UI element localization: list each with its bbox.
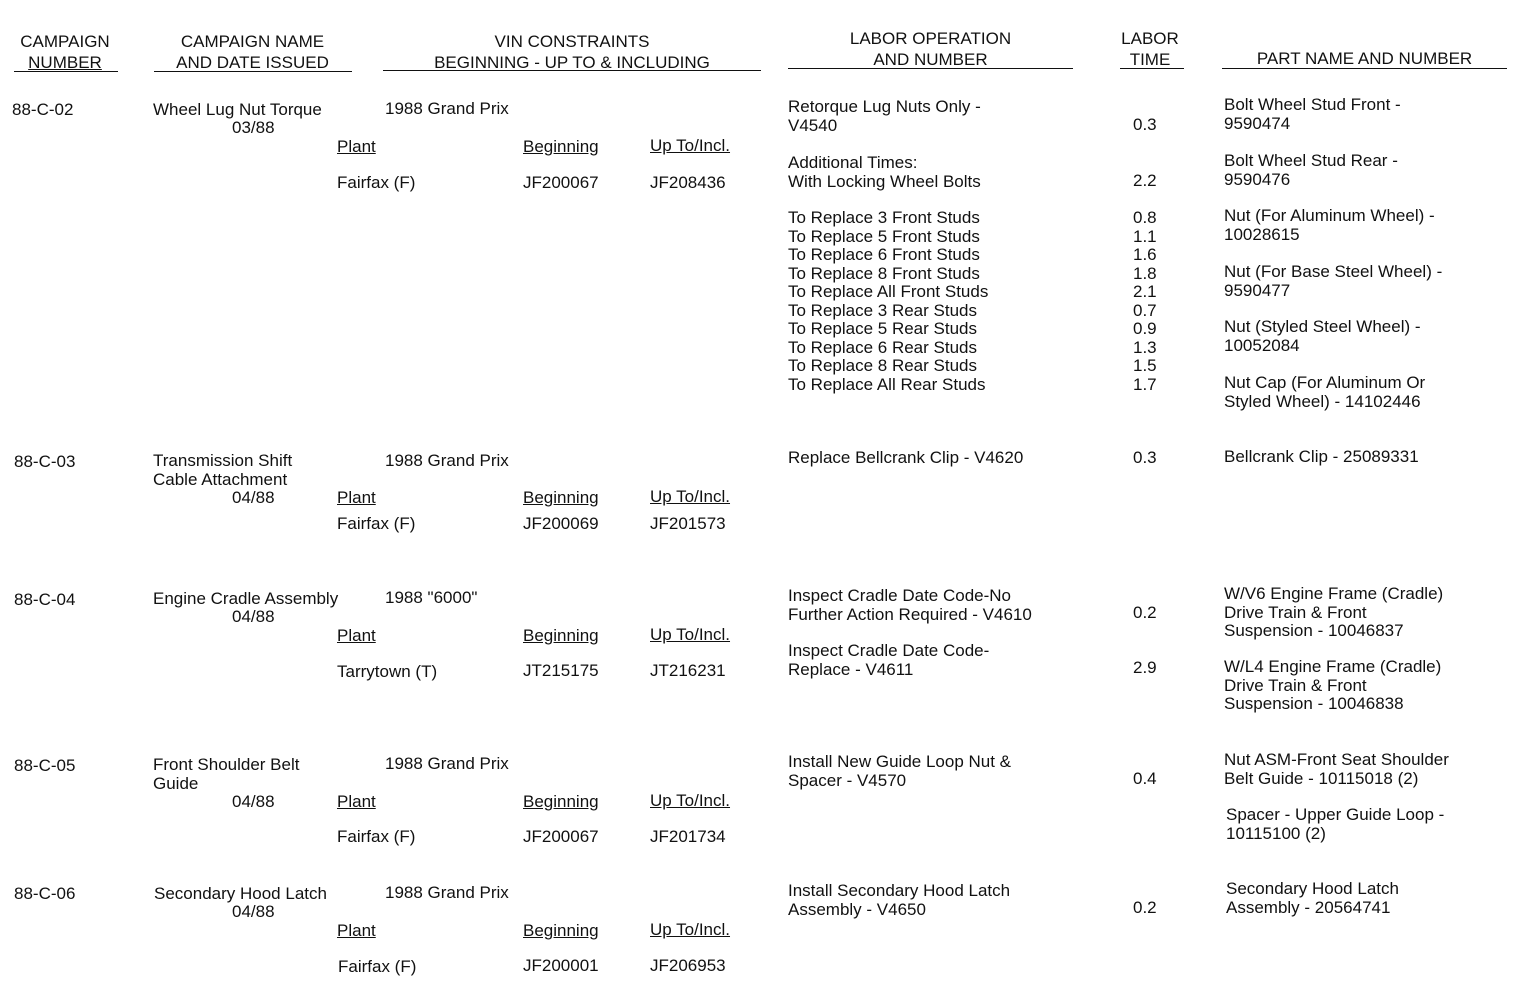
labor-operation: Replace Bellcrank Clip - V4620	[788, 448, 1024, 467]
campaign-number: 88-C-03	[14, 452, 76, 471]
beginning-header: Beginning	[523, 921, 599, 940]
vin-model: 1988 "6000"	[385, 588, 478, 607]
up-to-header: Up To/Incl.	[650, 791, 731, 810]
header-rule-labor	[788, 68, 1073, 69]
campaign-name: Engine Cradle Assembly	[153, 589, 339, 608]
campaign-number: 88-C-06	[14, 884, 76, 903]
labor-time-list: 0.8 1.1 1.6 1.8 2.1 0.7 0.9 1.3 1.5 1.7	[1133, 208, 1157, 394]
plant-header: Plant	[337, 921, 376, 940]
labor-time: 0.2	[1133, 603, 1157, 622]
beginning-header: Beginning	[523, 626, 599, 645]
header-campaign-number: CAMPAIGN NUMBER	[20, 32, 110, 72]
vin-model: 1988 Grand Prix	[385, 883, 509, 902]
part-entry: Nut Cap (For Aluminum Or Styled Wheel) - 14102446	[1224, 373, 1426, 411]
vin-beginning: JF200067	[523, 173, 599, 192]
part-entry: Nut (For Aluminum Wheel) - 10028615	[1224, 206, 1435, 244]
campaign-name: Front Shoulder Belt Guide	[153, 755, 300, 793]
plant-value: Fairfax (F)	[338, 957, 417, 976]
part-entry: W/V6 Engine Frame (Cradle) Drive Train & Front Suspension - 10046837	[1224, 584, 1444, 640]
plant-header: Plant	[337, 137, 376, 156]
part-entry: Bolt Wheel Stud Front - 9590474	[1224, 95, 1401, 133]
plant-value: Fairfax (F)	[337, 827, 416, 846]
vin-up-to: JT216231	[650, 661, 726, 680]
labor-operation-list: To Replace 3 Front Studs To Replace 5 Front Studs To Replace 6 Front Studs To Replace 8 Front Studs To Replace All Front Studs To Replace 3 Rear Studs To Replace 5 Rear Studs To Replace 6 Rear Studs To Replace 8 Rear Studs To Replace All Rear Studs	[788, 208, 989, 394]
campaign-name: Secondary Hood Latch	[154, 884, 327, 903]
campaign-name: Wheel Lug Nut Torque	[153, 100, 322, 119]
plant-header: Plant	[337, 488, 376, 507]
vin-model: 1988 Grand Prix	[385, 451, 509, 470]
vin-model: 1988 Grand Prix	[385, 754, 509, 773]
vin-beginning: JF200001	[523, 956, 599, 975]
labor-time: 2.2	[1133, 171, 1157, 190]
campaign-number: 88-C-05	[14, 756, 76, 775]
vin-beginning: JF200069	[523, 514, 599, 533]
up-to-header: Up To/Incl.	[650, 625, 731, 644]
labor-time: 0.3	[1133, 448, 1157, 467]
header-rule-vin	[383, 70, 761, 71]
vin-up-to: JF208436	[650, 173, 726, 192]
labor-time: 0.2	[1133, 898, 1157, 917]
header-vin-constraints: VIN CONSTRAINTS BEGINNING - UP TO & INCLUDING	[434, 32, 710, 72]
plant-value: Fairfax (F)	[337, 514, 416, 533]
plant-header: Plant	[337, 792, 376, 811]
vin-up-to: JF206953	[650, 956, 726, 975]
part-entry: Spacer - Upper Guide Loop - 10115100 (2)	[1226, 805, 1445, 843]
part-entry: Nut (For Base Steel Wheel) - 9590477	[1224, 262, 1443, 300]
labor-time: 0.3	[1133, 115, 1157, 134]
header-rule-time	[1120, 68, 1184, 69]
campaign-date: 04/88	[232, 792, 275, 811]
labor-operation: Inspect Cradle Date Code-No Further Action Required - V4610	[788, 586, 1032, 624]
campaign-date: 04/88	[232, 902, 275, 921]
campaign-name: Transmission Shift Cable Attachment	[153, 451, 293, 489]
header-rule-part	[1222, 68, 1507, 69]
labor-operation: Inspect Cradle Date Code- Replace - V4611	[788, 641, 990, 679]
beginning-header: Beginning	[523, 792, 599, 811]
plant-value: Tarrytown (T)	[337, 662, 438, 681]
part-entry: Nut (Styled Steel Wheel) - 10052084	[1224, 317, 1421, 355]
labor-time: 0.4	[1133, 769, 1157, 788]
campaign-number: 88-C-04	[14, 590, 76, 609]
up-to-header: Up To/Incl.	[650, 136, 731, 155]
up-to-header: Up To/Incl.	[650, 487, 731, 506]
header-labor-time: LABOR TIME	[1121, 29, 1179, 69]
beginning-header: Beginning	[523, 137, 599, 156]
campaign-number: 88-C-02	[12, 100, 74, 119]
labor-operation: Install Secondary Hood Latch Assembly - V4650	[788, 881, 1011, 919]
labor-operation: Retorque Lug Nuts Only - V4540	[788, 97, 981, 135]
header-campaign-name: CAMPAIGN NAME AND DATE ISSUED	[176, 32, 329, 72]
vin-up-to: JF201734	[650, 827, 726, 846]
vin-model: 1988 Grand Prix	[385, 99, 509, 118]
campaign-date: 04/88	[232, 607, 275, 626]
vin-up-to: JF201573	[650, 514, 726, 533]
header-rule-number	[14, 71, 118, 72]
plant-header: Plant	[337, 626, 376, 645]
header-part-name: PART NAME AND NUMBER	[1256, 49, 1473, 68]
vin-beginning: JF200067	[523, 827, 599, 846]
vin-beginning: JT215175	[523, 661, 599, 680]
part-entry: Bolt Wheel Stud Rear - 9590476	[1224, 151, 1398, 189]
labor-operation: Additional Times: With Locking Wheel Bolts	[788, 153, 981, 191]
campaign-date: 03/88	[232, 118, 275, 137]
labor-time: 2.9	[1133, 658, 1157, 677]
plant-value: Fairfax (F)	[337, 173, 416, 192]
header-rule-name	[154, 71, 352, 72]
beginning-header: Beginning	[523, 488, 599, 507]
campaign-date: 04/88	[232, 488, 275, 507]
part-entry: Bellcrank Clip - 25089331	[1224, 447, 1419, 466]
part-entry: W/L4 Engine Frame (Cradle) Drive Train & Front Suspension - 10046838	[1224, 657, 1442, 713]
labor-operation: Install New Guide Loop Nut & Spacer - V4570	[788, 752, 1012, 790]
part-entry: Secondary Hood Latch Assembly - 20564741	[1226, 879, 1399, 917]
part-entry: Nut ASM-Front Seat Shoulder Belt Guide - 10115018 (2)	[1224, 750, 1449, 788]
up-to-header: Up To/Incl.	[650, 920, 731, 939]
header-labor-operation: LABOR OPERATION AND NUMBER	[849, 29, 1012, 69]
